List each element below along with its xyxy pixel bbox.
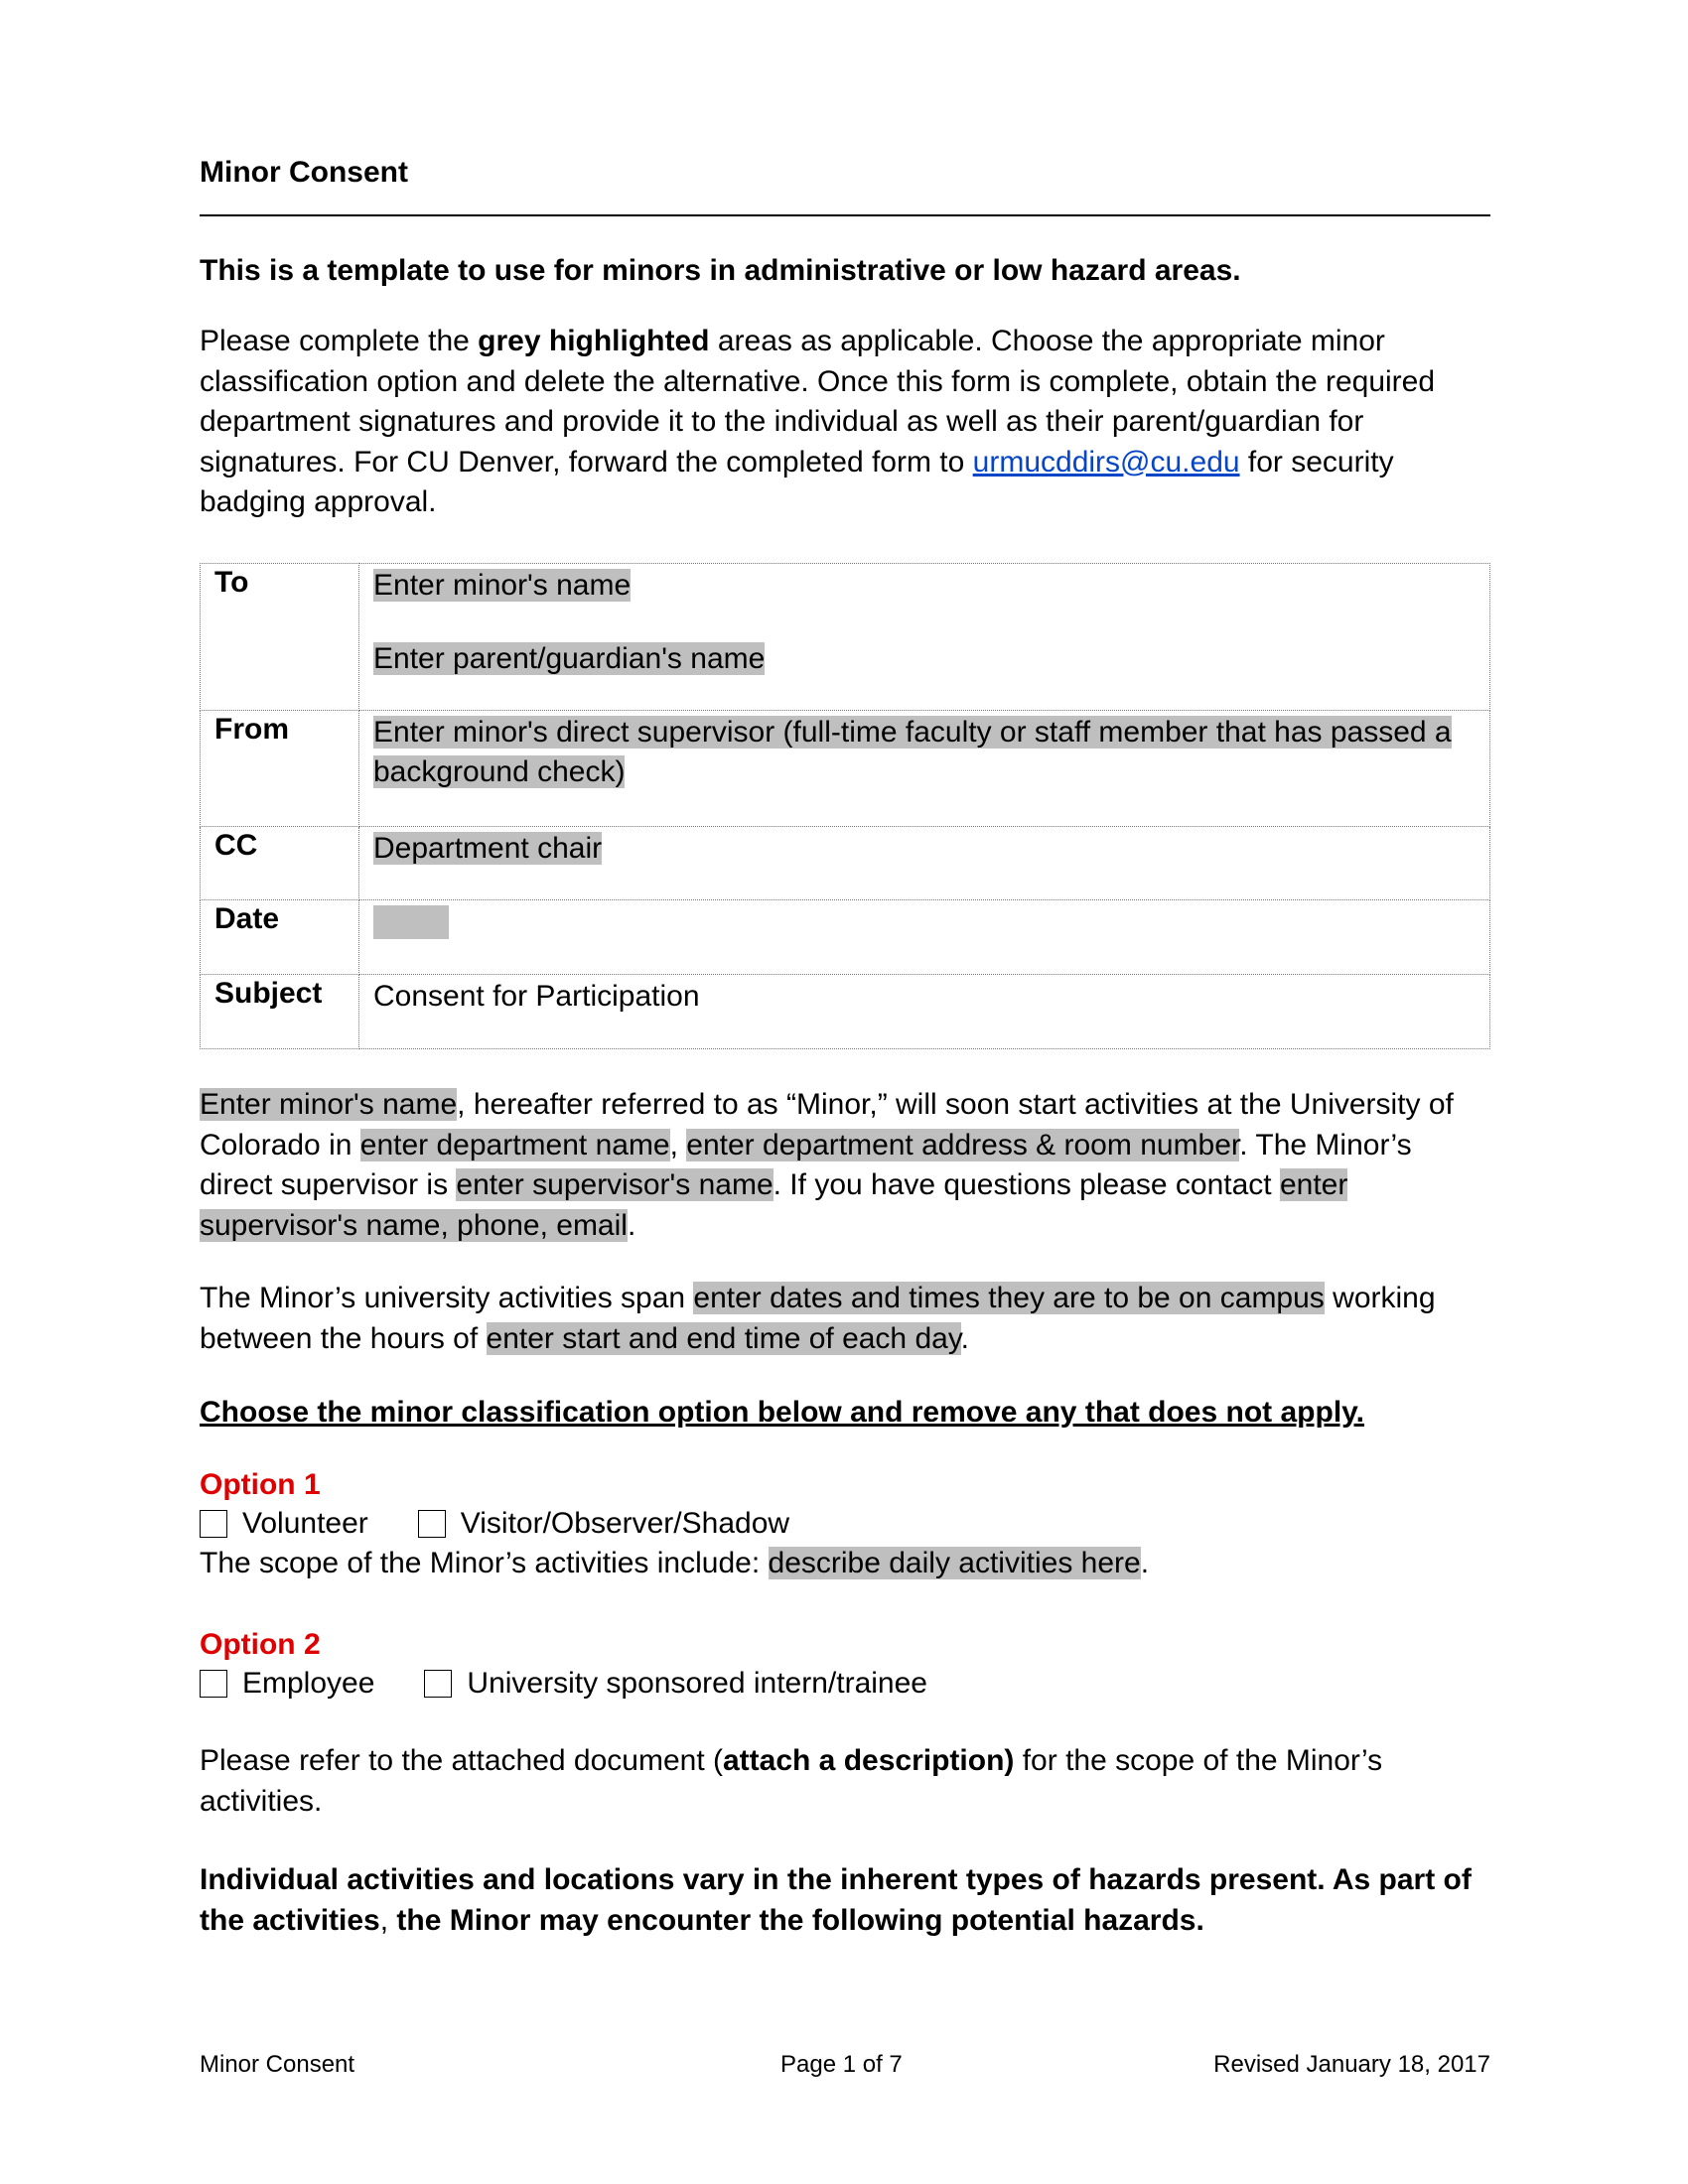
paragraph-text: Please refer to the attached document (: [200, 1744, 723, 1777]
intro-paragraph: [200, 1085, 1490, 1246]
memo-row-to: [201, 564, 1490, 711]
classification-heading: Choose the minor classification option below and remove any that does not apply.: [200, 1396, 1364, 1429]
option-2-checkboxes: [200, 1664, 927, 1704]
daily-activities-field[interactable]: describe daily activities here: [768, 1547, 1141, 1579]
activity-hours-field[interactable]: enter start and end time of each day: [486, 1321, 961, 1355]
option-2-title: Option 2: [200, 1628, 321, 1661]
footer-left: Minor Consent: [200, 2051, 355, 2078]
visitor-checkbox[interactable]: [418, 1510, 446, 1538]
title-divider: [200, 214, 1490, 216]
department-address-field[interactable]: enter department address & room number: [686, 1128, 1240, 1161]
volunteer-checkbox[interactable]: [200, 1510, 227, 1538]
paragraph-text: . If you have questions please contact: [773, 1168, 1280, 1201]
footer-revised-date: Revised January 18, 2017: [1213, 2051, 1490, 2078]
attach-description-bold: attach a description): [722, 1744, 1015, 1777]
hazards-text: the Minor may encounter the following potential hazards.: [388, 1903, 1204, 1937]
subject-value: Consent for Participation: [359, 975, 1490, 1049]
cc-label: CC: [201, 827, 359, 900]
from-supervisor-field[interactable]: Enter minor's direct supervisor (full-time faculty or staff member that has passed a background check): [373, 716, 1452, 788]
memo-row-from: [201, 711, 1490, 827]
from-value: [359, 711, 1490, 827]
intern-label: University sponsored intern/trainee: [467, 1667, 927, 1700]
instructions-text-1: Please complete the: [200, 325, 479, 357]
cc-value: [359, 827, 1490, 900]
to-parent-field[interactable]: Enter parent/guardian's name: [373, 642, 766, 675]
option-1-checkboxes: [200, 1504, 789, 1544]
activity-dates-field[interactable]: enter dates and times they are to be on campus: [693, 1282, 1325, 1314]
option-1-title: Option 1: [200, 1468, 321, 1501]
page-title: Minor Consent: [200, 156, 408, 189]
employee-label: Employee: [242, 1667, 375, 1700]
date-field[interactable]: [373, 905, 449, 939]
option-1-scope: [200, 1544, 1490, 1584]
memo-row-cc: [201, 827, 1490, 900]
cc-field[interactable]: Department chair: [373, 832, 603, 865]
memo-row-subject: [201, 975, 1490, 1049]
supervisor-contact-field[interactable]: enter supervisor's name, phone, email: [200, 1168, 1348, 1242]
date-label: Date: [201, 900, 359, 975]
template-note: This is a template to use for minors in administrative or low hazard areas.: [200, 254, 1241, 287]
footer-page-number: Page 1 of 7: [780, 2051, 903, 2078]
paragraph-text: The scope of the Minor’s activities include:: [200, 1547, 769, 1579]
department-name-field[interactable]: enter department name: [359, 1128, 670, 1161]
instructions-bold: grey highlighted: [478, 325, 710, 357]
to-label: To: [201, 564, 359, 711]
to-minor-field[interactable]: Enter minor's name: [373, 569, 632, 602]
from-label: From: [201, 711, 359, 827]
instructions-text-2: areas as applicable. Choose the appropriate minor classification option and delete the alternative. Once this form is complete, obtain the required department signatures and provide it to the individual as well as their parent/guardian for signatures. For CU Denver, forward the completed form to: [200, 325, 1436, 478]
date-value: [359, 900, 1490, 975]
hazards-text: Individual activities and locations vary in the inherent types of hazards present. As part of the activities: [200, 1863, 1472, 1937]
paragraph-text: , hereafter referred to as “Minor,” will soon start activities at the University of Colorado in: [200, 1088, 1454, 1161]
activities-paragraph: [200, 1279, 1490, 1359]
paragraph-text: .: [627, 1208, 636, 1242]
supervisor-name-field[interactable]: enter supervisor's name: [456, 1168, 774, 1201]
paragraph-text: working between the hours of: [200, 1282, 1436, 1355]
attachment-paragraph: [200, 1741, 1490, 1822]
email-link[interactable]: urmucddirs@cu.edu: [972, 445, 1240, 478]
paragraph-text: .: [1140, 1547, 1150, 1579]
paragraph-text: ,: [669, 1128, 687, 1161]
hazards-paragraph: [200, 1860, 1490, 1941]
paragraph-text: .: [960, 1321, 969, 1355]
paragraph-text: The Minor’s university activities span: [200, 1282, 694, 1314]
hazards-comma: ,: [379, 1903, 389, 1937]
paragraph-text: for the scope of the Minor’s activities.: [200, 1744, 1383, 1818]
instructions-paragraph: [200, 322, 1490, 523]
paragraph-text: . The Minor’s direct supervisor is: [200, 1128, 1412, 1201]
memo-row-date: [201, 900, 1490, 975]
employee-checkbox[interactable]: [200, 1670, 227, 1698]
minor-name-field[interactable]: Enter minor's name: [200, 1088, 458, 1121]
memo-header-table: [200, 563, 1490, 1049]
subject-label: Subject: [201, 975, 359, 1049]
instructions-text-3: for security badging approval.: [200, 445, 1394, 518]
visitor-label: Visitor/Observer/Shadow: [460, 1507, 790, 1540]
to-value: [359, 564, 1490, 711]
volunteer-label: Volunteer: [242, 1507, 368, 1540]
intern-checkbox[interactable]: [424, 1670, 452, 1698]
